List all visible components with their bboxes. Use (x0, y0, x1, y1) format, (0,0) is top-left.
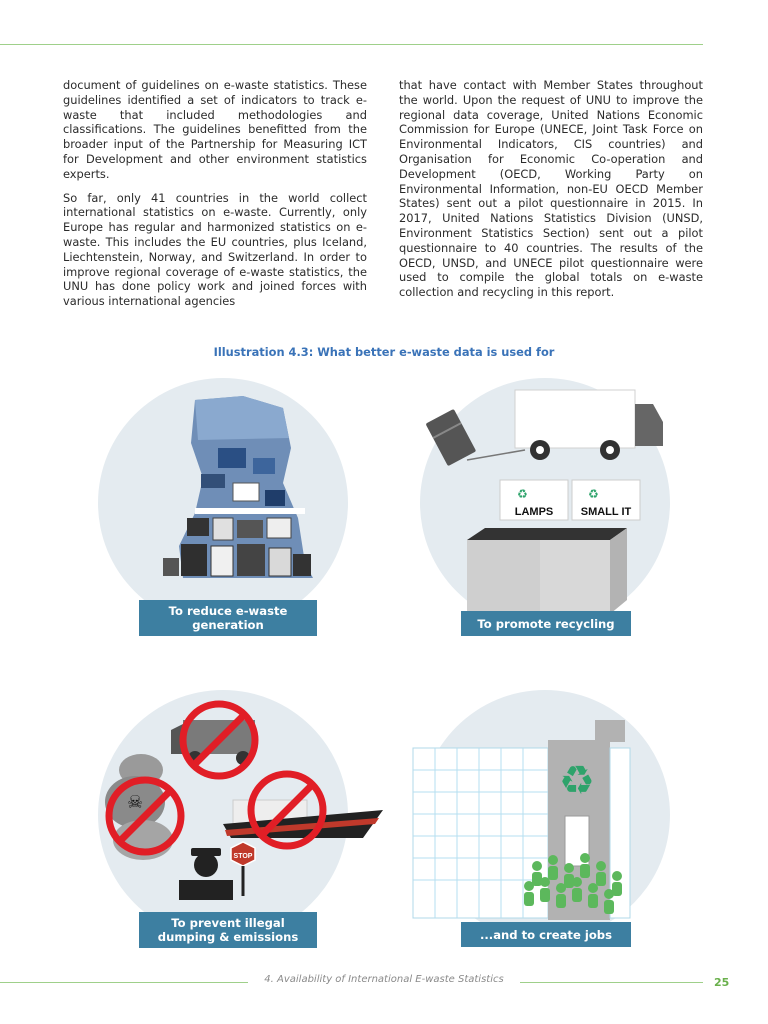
recycle-icon: ♻ (559, 758, 595, 804)
footer-chapter-title: 4. Availability of International E-waste Statistics (264, 974, 504, 985)
left-paragraph-1: document of guidelines on e-waste statistics. These guidelines identified a set of indicators to track e-waste that included methodologies and classifications. The guidelines benefitted from the broader input of the Partnership for Measuring ICT for Development and other environment statistics experts. (63, 78, 367, 181)
promote-recycling-label: To promote recycling (461, 611, 631, 636)
left-column (63, 78, 367, 318)
bin-label-lamps: LAMPS (514, 506, 554, 518)
top-rule (0, 44, 703, 45)
left-paragraph-2: So far, only 41 countries in the world collect international statistics on e-waste. Currently, only Europe has regular and harmonized statistics on e-waste. This includes the EU countries, plus Iceland, Liechtenstein, Norway, and Switzerland. In order to improve regional coverage of e-waste statistics, the UNU has done policy work and joined forces with various international agencies (63, 190, 367, 309)
recycling-illustration (405, 378, 685, 638)
bin-label-small-it: SMALL IT (580, 506, 632, 518)
prevent-dumping-illustration (83, 690, 383, 950)
illustration-title: Illustration 4.3: What better e-waste data is used for (213, 345, 555, 359)
recycle-icon: ♻ (517, 487, 528, 501)
panel-reduce-ewaste (83, 378, 363, 638)
reduce-ewaste-label: To reduce e-waste generation (139, 600, 317, 636)
recycle-icon: ♻ (588, 487, 599, 501)
right-column (399, 78, 703, 309)
footer-rule-left (0, 982, 248, 983)
create-jobs-illustration (405, 690, 685, 950)
page-number: 25 (714, 976, 730, 989)
skull-icon: ☠ (127, 792, 144, 813)
create-jobs-label: ...and to create jobs (461, 922, 631, 947)
right-paragraph-1: that have contact with Member States throughout the world. Upon the request of UNU to improve the regional data coverage, United Nations Economic Commission for Europe (UNECE, Joint Task Force on Environmental Indicators, CIS countries) and Organisation for Economic Co-operation and Development (OECD, Working Party on Environmental Information, non-EU OECD Member States) sent out a pilot questionnaire in 2015. In 2017, United Nations Statistics Division (UNSD, Environment Statistics Section) sent out a pilot questionnaire to 40 countries. The results of the OECD, UNSD, and UNECE pilot questionnaire were used to compile the global totals on e-waste collection and recycling in this report. (399, 78, 703, 300)
prevent-dumping-label: To prevent illegal dumping & emissions (139, 912, 317, 948)
panel-create-jobs (405, 690, 685, 950)
panel-prevent-dumping (83, 690, 383, 950)
footer-rule-right (520, 982, 703, 983)
stop-sign-text: STOP (233, 853, 253, 860)
panel-promote-recycling (405, 378, 685, 638)
reduce-ewaste-illustration (83, 378, 363, 638)
